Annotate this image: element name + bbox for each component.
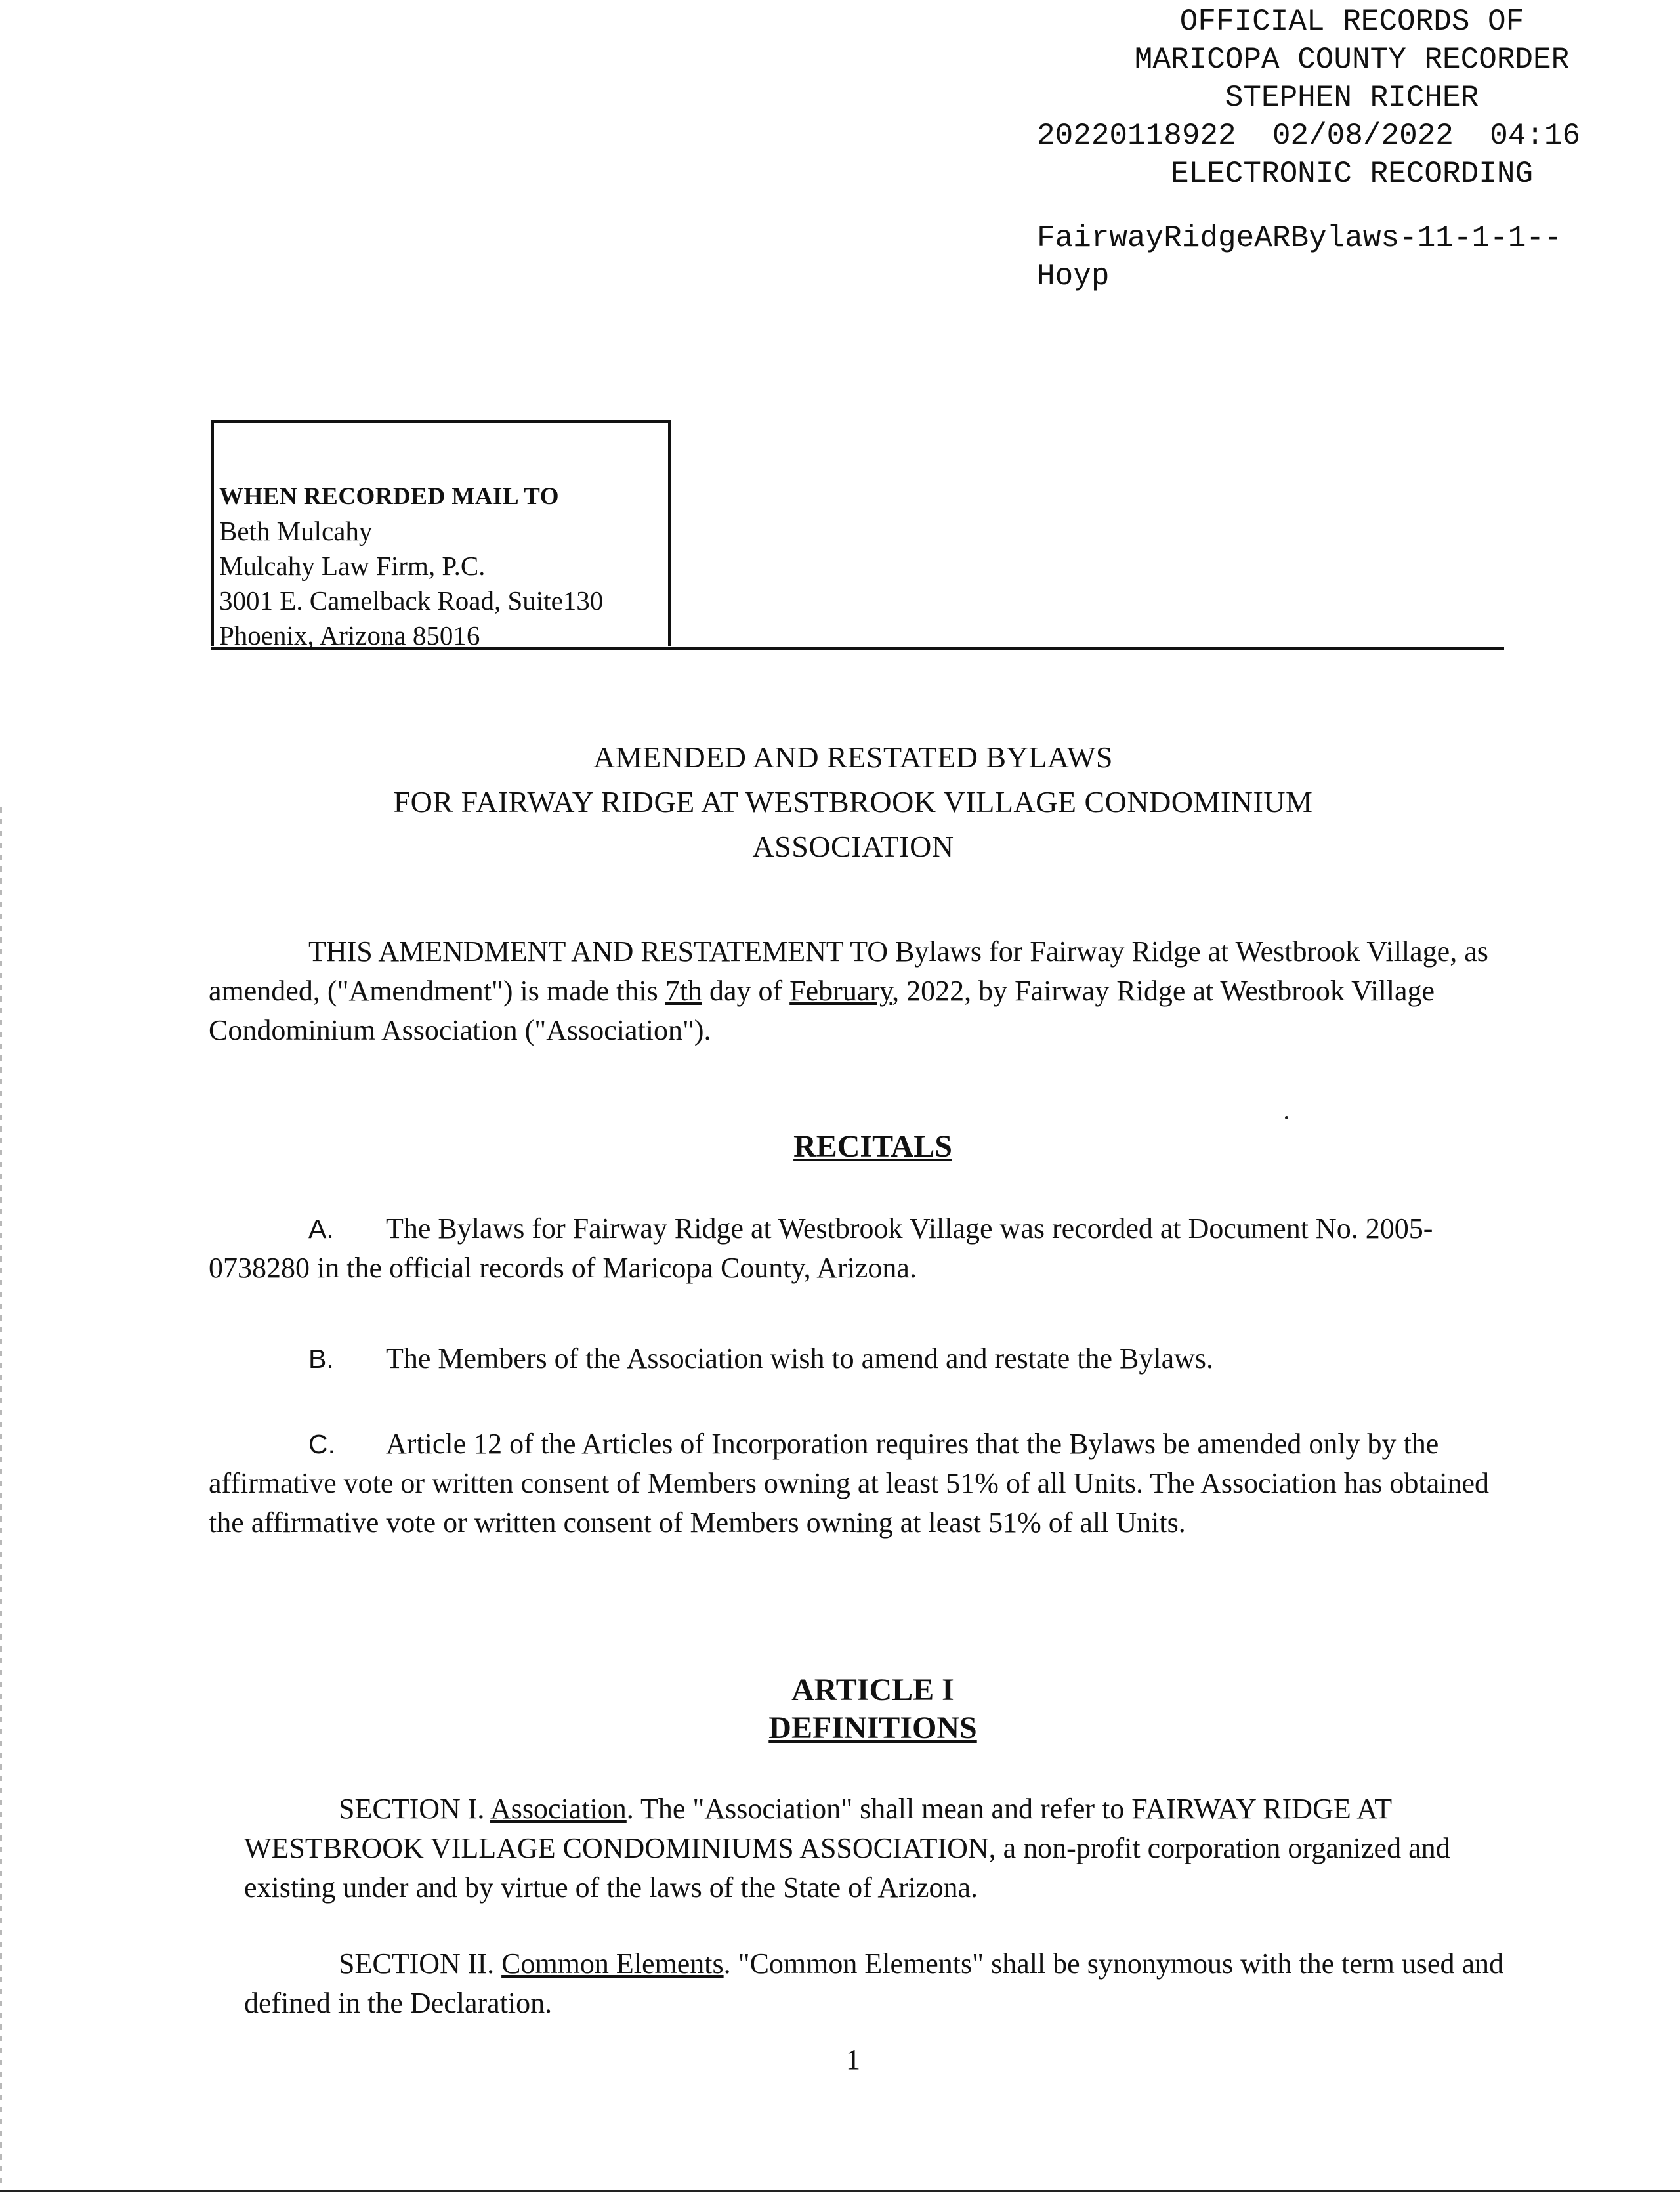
- stamp-line: MARICOPA COUNTY RECORDER: [1134, 43, 1570, 77]
- stamp-file-name: FairwayRidgeARBylaws-11-1-1--: [1037, 221, 1563, 255]
- section-prefix: SECTION II.: [339, 1948, 495, 1980]
- return-name: Beth Mulcahy: [219, 516, 373, 546]
- recital-label: A.: [308, 1214, 334, 1244]
- article-number: ARTICLE I: [791, 1673, 954, 1707]
- recital-text: The Bylaws for Fairway Ridge at Westbrook Village was recorded at Document No. 2005-0738280 in the official records of Maricopa County, Arizona.: [209, 1212, 1433, 1284]
- stamp-recording-number: 20220118922 02/08/2022 04:16: [1037, 119, 1581, 153]
- intro-day: 7th: [665, 975, 702, 1007]
- recital-text: The Members of the Association wish to amend and restate the Bylaws.: [386, 1342, 1214, 1375]
- recital-label: C.: [308, 1429, 335, 1459]
- recitals-heading: RECITALS: [793, 1129, 952, 1164]
- section-1: [244, 1789, 1504, 1907]
- intro-text: THIS AMENDMENT AND RESTATEMENT TO Bylaws for Fairway Ridge at Westbrook Village, as amended, ("Amendment") is made this: [209, 935, 1488, 1007]
- stamp-line: STEPHEN RICHER: [1225, 81, 1479, 115]
- section-text: . "Common Elements" shall be synonymous with the term used and defined in the Declaration.: [244, 1948, 1503, 2019]
- section-term: Common Elements: [501, 1948, 724, 1980]
- scan-edge-left: [0, 807, 2, 2192]
- title-line: AMENDED AND RESTATED BYLAWS: [593, 740, 1113, 774]
- article-name: DEFINITIONS: [768, 1711, 977, 1745]
- return-firm: Mulcahy Law Firm, P.C.: [219, 551, 486, 581]
- section-text: . The "Association" shall mean and refer to FAIRWAY RIDGE AT WESTBROOK VILLAGE CONDOMINIUMS ASSOCIATION, a non-profit corporation organized and existing under and by virtue of the laws of the State of Arizona.: [244, 1793, 1450, 1904]
- scan-speck: [1285, 1116, 1288, 1119]
- return-header: WHEN RECORDED MAIL TO: [219, 483, 559, 510]
- recorder-stamp: [1037, 3, 1667, 295]
- intro-text: day of: [702, 975, 790, 1007]
- intro-paragraph: [209, 932, 1508, 1050]
- recital-text: Article 12 of the Articles of Incorporation requires that the Bylaws be amended only by the affirmative vote or written consent of Members owning at least 51% of all Units. The Association has obtained the affirmative vote or written consent of Members owning at least 51% of all Units.: [209, 1428, 1490, 1539]
- stamp-file-name-cont: Hoyp: [1037, 259, 1110, 293]
- page-number: 1: [846, 2043, 860, 2076]
- stamp-line: OFFICIAL RECORDS OF: [1179, 5, 1524, 39]
- intro-text: , 2022, by Fairway Ridge at Westbrook Village Condominium Association ("Association").: [209, 975, 1435, 1046]
- document-title: [262, 735, 1444, 869]
- section-prefix: SECTION I.: [339, 1793, 485, 1825]
- recital-c: [209, 1424, 1508, 1543]
- section-2: [244, 1944, 1504, 2023]
- return-city: Phoenix, Arizona 85016: [219, 620, 480, 650]
- stamp-line: ELECTRONIC RECORDING: [1170, 157, 1534, 191]
- return-box-underline: [211, 647, 1504, 650]
- scan-edge-bottom: [0, 2190, 1680, 2192]
- recital-b: [209, 1339, 1508, 1378]
- recital-a: [209, 1209, 1508, 1288]
- recital-label: B.: [308, 1344, 334, 1374]
- title-line: FOR FAIRWAY RIDGE AT WESTBROOK VILLAGE CONDOMINIUM: [393, 785, 1313, 819]
- return-street: 3001 E. Camelback Road, Suite130: [219, 586, 604, 616]
- title-line: ASSOCIATION: [752, 830, 954, 863]
- section-term: Association: [490, 1793, 627, 1825]
- return-address-box: [211, 420, 671, 650]
- intro-month: February: [789, 975, 892, 1007]
